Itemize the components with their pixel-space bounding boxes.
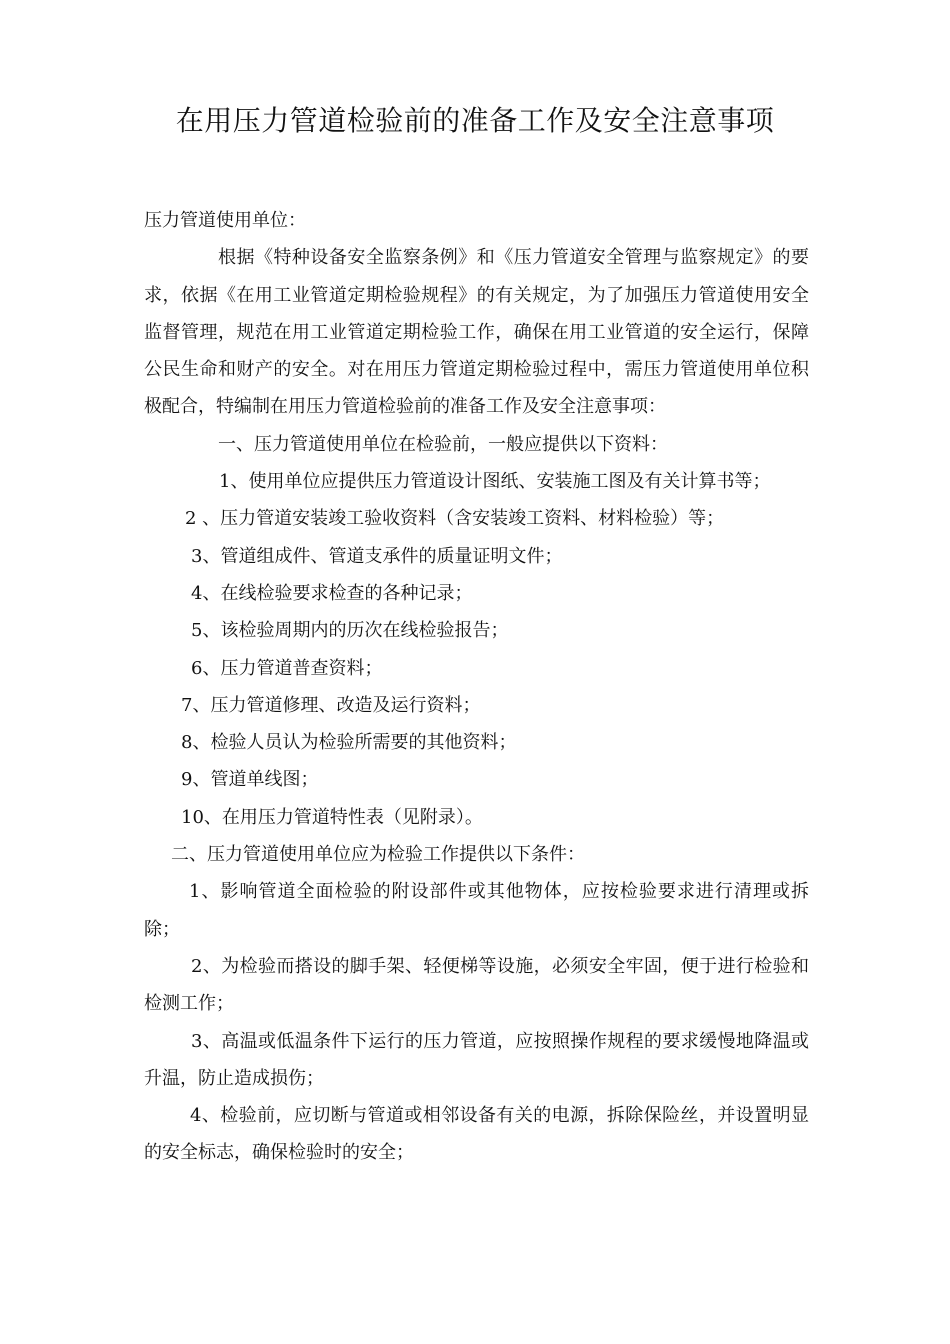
section-1-item: 1、使用单位应提供压力管道设计图纸、安装施工图及有关计算书等； (219, 471, 771, 493)
section-1-item: 10、在用压力管道特性表（见附录）。 (181, 806, 483, 828)
section-1-item: 8、检验人员认为检验所需要的其他资料； (181, 732, 517, 754)
section-1-item: 6、压力管道普查资料； (191, 657, 383, 679)
salutation: 压力管道使用单位： (144, 210, 306, 231)
section-1-item: 4、在线检验要求检查的各种记录； (191, 582, 473, 604)
section-2-item: 3、高温或低温条件下运行的压力管道，应按照操作规程的要求缓慢地降温或升温，防止造成损伤； (144, 1030, 809, 1089)
section-2-item: 2、为检验而搭设的脚手架、轻便梯等设施，必须安全牢固，便于进行检验和检测工作； (144, 955, 809, 1015)
intro-paragraph: 根据《特种设备安全监察条例》和《压力管道安全管理与监察规定》的要求，依据《在用工业管道定期检验规程》的有关规定，为了加强压力管道使用安全监督管理，规范在用工业管道定期检验工作，确保在用工业管道的安全运行，保障公民生命和财产的安全。对在用压力管道定期检验过程中，需压力管道使用单位积极配合，特编制在用压力管道检验前的准备工作及安全注意事项： (144, 247, 809, 418)
section-1-item: 5、该检验周期内的历次在线检验报告； (191, 620, 509, 642)
section-1-heading: 一、压力管道使用单位在检验前，一般应提供以下资料： (218, 433, 668, 455)
document-body (144, 202, 809, 1172)
document-title: 在用压力管道检验前的准备工作及安全注意事项 (175, 104, 775, 137)
section-1-item: 2 、压力管道安装竣工验收资料（含安装竣工资料、材料检验）等； (185, 508, 725, 530)
section-1-item: 9、管道单线图； (181, 769, 319, 791)
section-2-heading: 二、压力管道使用单位应为检验工作提供以下条件： (171, 844, 585, 866)
section-1-item: 7、压力管道修理、改造及运行资料； (181, 694, 481, 716)
section-1-item: 3、管道组成件、管道支承件的质量证明文件； (191, 545, 563, 567)
section-2-item: 4、检验前，应切断与管道或相邻设备有关的电源，拆除保险丝，并设置明显的安全标志，确保检验时的安全； (144, 1105, 809, 1164)
section-2-item: 1、影响管道全面检验的附设部件或其他物体，应按检验要求进行清理或拆除； (144, 881, 809, 940)
